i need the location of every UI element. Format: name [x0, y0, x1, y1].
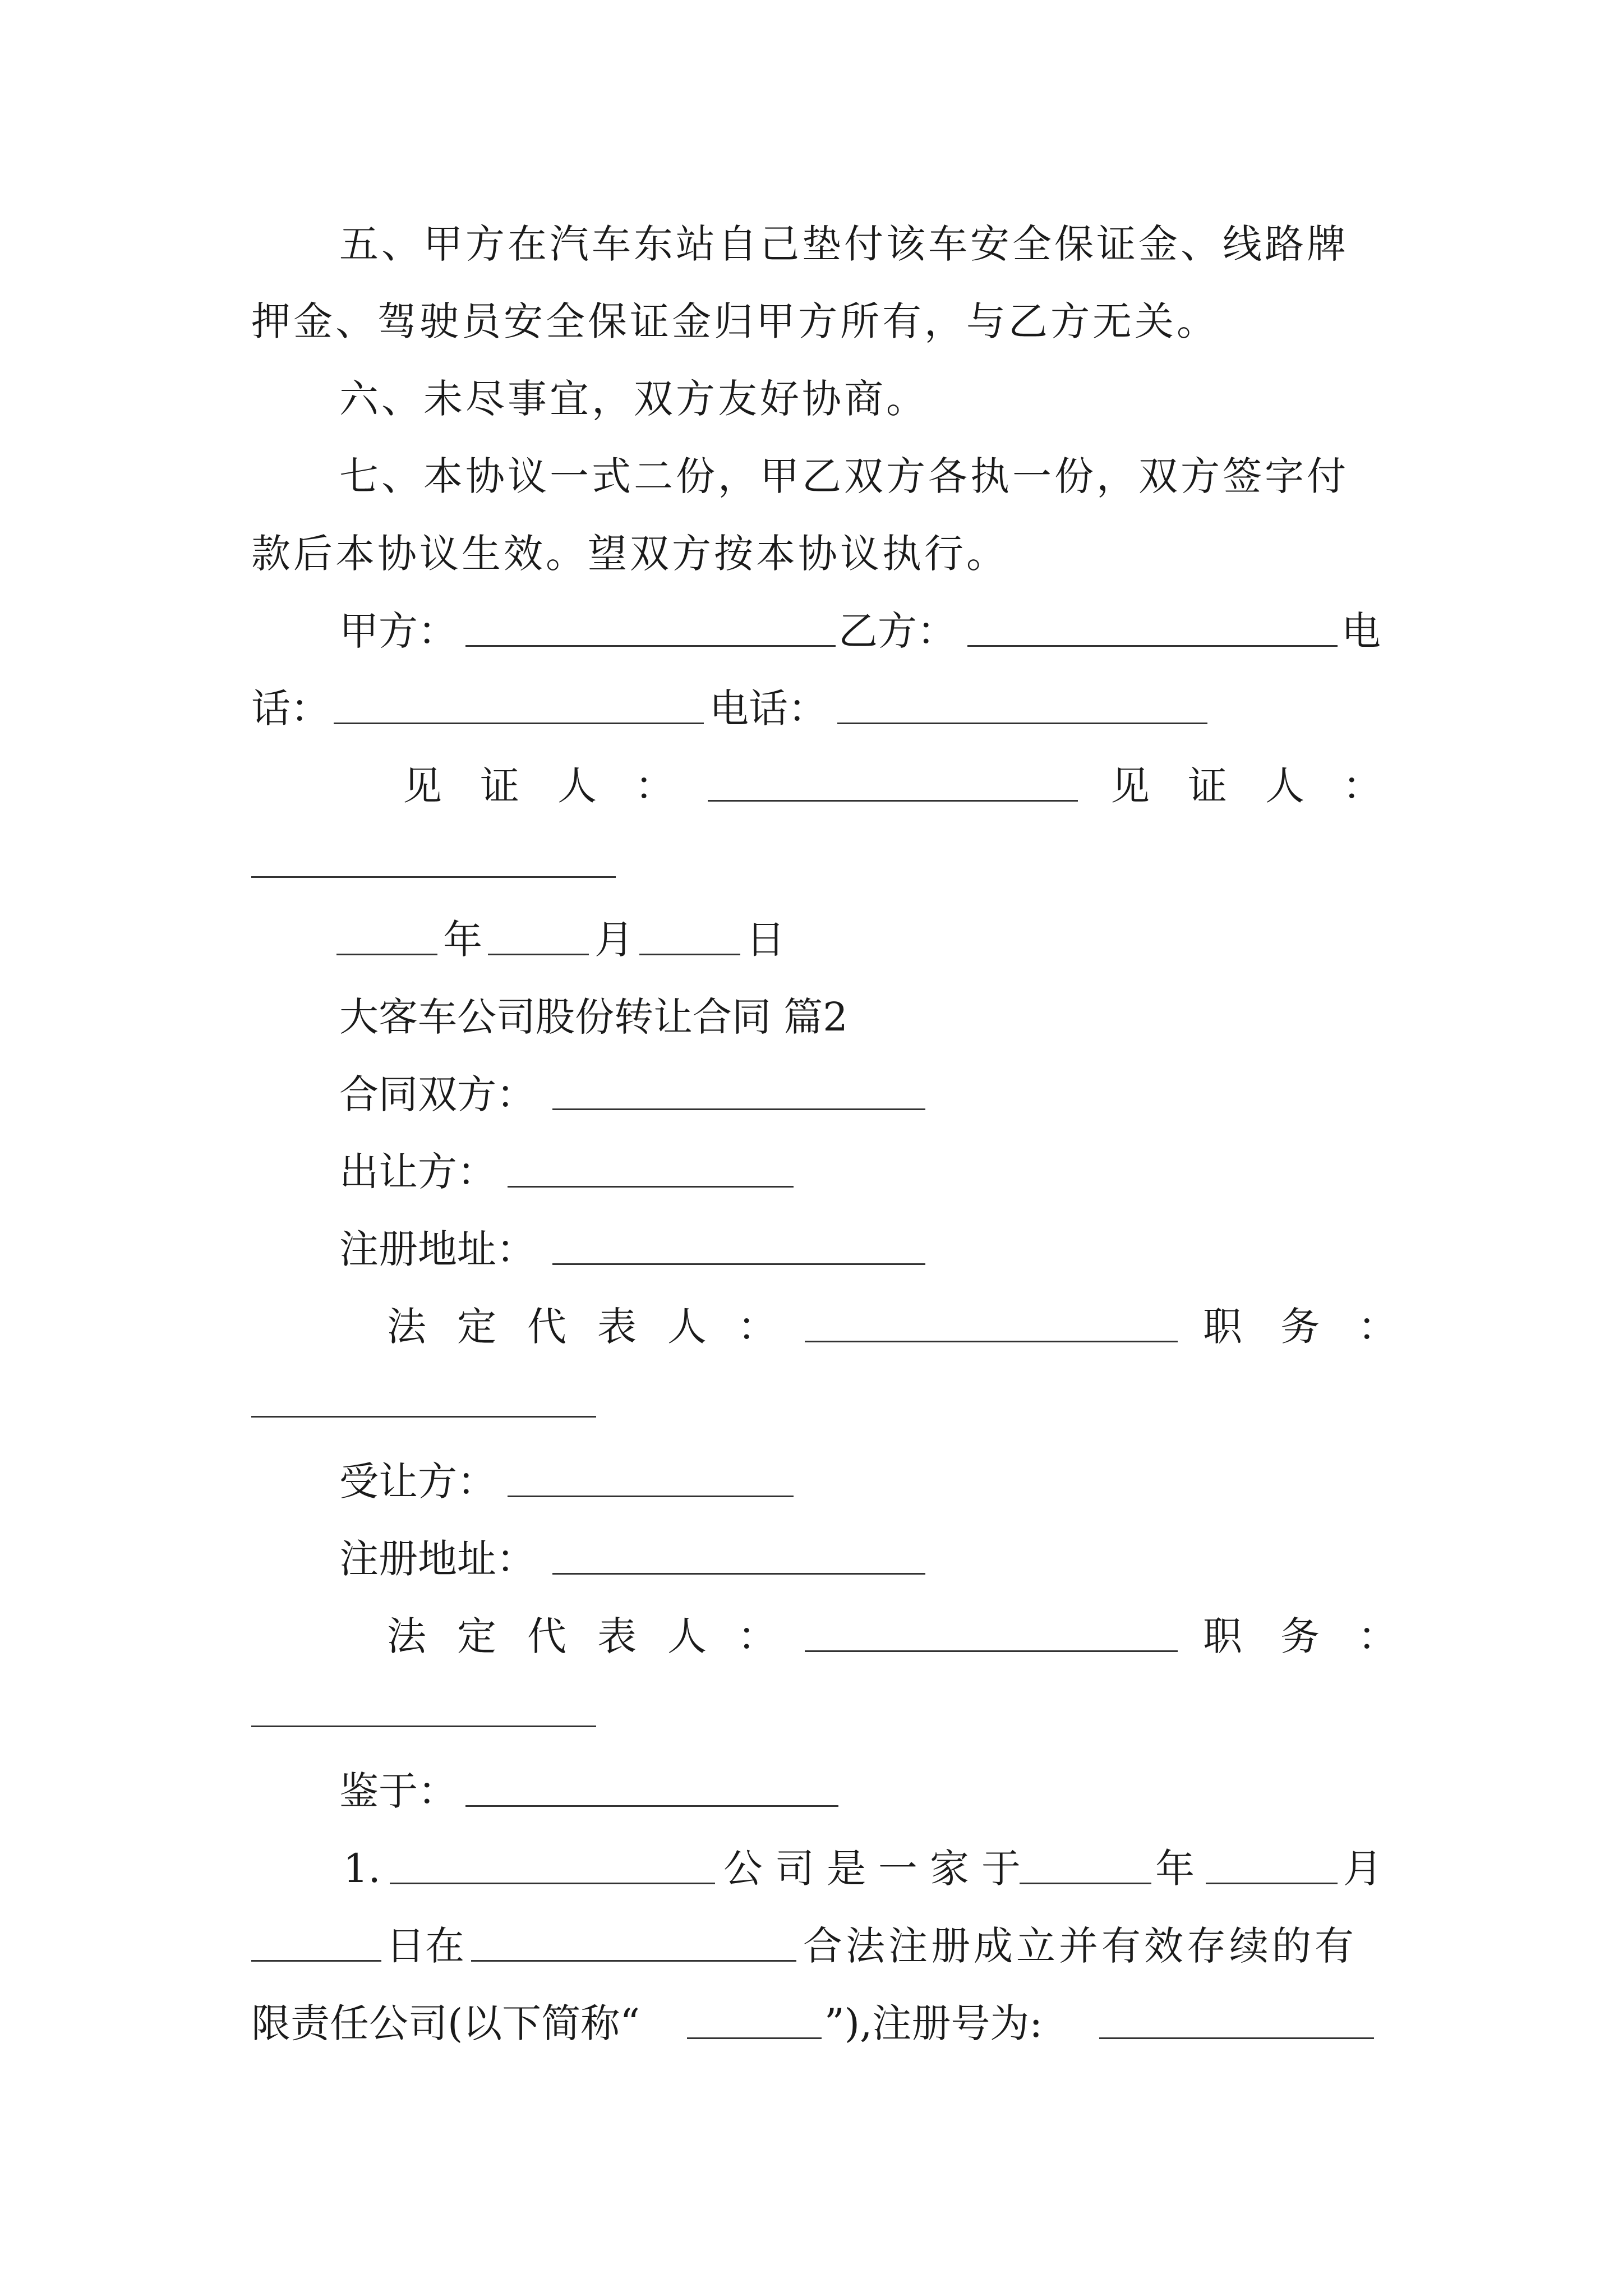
found-day-blank[interactable]	[251, 1960, 381, 1962]
month-label: 月	[594, 917, 634, 963]
party-b-label: 乙方：	[838, 608, 956, 654]
transferor-address-label: 注册地址：	[339, 1226, 536, 1272]
transferor-blank[interactable]	[508, 1186, 794, 1188]
phone-b-label: 电话：	[709, 685, 827, 731]
registration-number-blank[interactable]	[1099, 2037, 1374, 2039]
month-blank[interactable]	[488, 954, 589, 955]
transferee-legal-rep-label: 法定代表人：	[387, 1613, 808, 1659]
witness-a-blank[interactable]	[708, 800, 1078, 802]
transferee-address-blank[interactable]	[552, 1573, 925, 1575]
whereas-blank[interactable]	[465, 1805, 838, 1807]
year-label: 年	[443, 917, 482, 963]
year-blank[interactable]	[336, 954, 437, 955]
transferee-label: 受让方：	[339, 1458, 496, 1504]
witness-a-label: 见证人：	[403, 763, 712, 809]
clause-7-line-2: 款后本协议生效。望双方按本协议执行。	[251, 531, 1008, 577]
transferor-address-blank[interactable]	[552, 1263, 925, 1265]
party-a-blank[interactable]	[465, 645, 836, 647]
item-1-text-d: 限责任公司(以下简称“	[251, 2000, 640, 2046]
item-1-text-e: ”),注册号为:	[824, 2000, 1043, 2046]
day-label: 日	[746, 917, 785, 963]
transferee-position-blank[interactable]	[251, 1726, 596, 1727]
found-month-label: 月	[1343, 1846, 1382, 1892]
party-b-blank[interactable]	[967, 645, 1338, 647]
transferor-position-blank[interactable]	[251, 1416, 596, 1418]
item-1-text-b: 日在	[386, 1923, 464, 1969]
contract-parties-blank[interactable]	[552, 1108, 925, 1110]
found-year-label: 年	[1155, 1846, 1195, 1892]
transferee-address-label: 注册地址：	[339, 1536, 536, 1582]
day-blank[interactable]	[639, 954, 740, 955]
phone-b-blank[interactable]	[837, 723, 1207, 724]
clause-5-line-1: 五、甲方在汽车东站自己垫付该车安全保证金、线路牌	[339, 221, 1349, 267]
item-1-text-c: 合法注册成立并有效存续的有	[803, 1923, 1357, 1969]
clause-7-line-1: 七、本协议一式二份，甲乙双方各执一份，双方签字付	[339, 453, 1349, 499]
register-place-blank[interactable]	[471, 1960, 796, 1962]
item-1-number: 1.	[343, 1846, 381, 1892]
phone-a-blank[interactable]	[334, 723, 704, 724]
transferee-position-label: 职务：	[1203, 1613, 1435, 1659]
transferor-legal-rep-label: 法定代表人：	[387, 1304, 808, 1350]
transferee-blank[interactable]	[508, 1496, 794, 1497]
found-year-blank[interactable]	[1020, 1883, 1151, 1884]
transferor-label: 出让方：	[339, 1149, 496, 1195]
transferor-position-label: 职务：	[1203, 1304, 1435, 1350]
witness-b-blank[interactable]	[251, 876, 616, 878]
contract-parties-label: 合同双方：	[339, 1071, 536, 1117]
transferee-legal-rep-blank[interactable]	[805, 1650, 1178, 1652]
phone-label-part-1: 电	[1341, 608, 1381, 654]
item-1-text-a: 公司是一家于	[723, 1846, 1033, 1892]
whereas-label: 鉴于：	[339, 1768, 457, 1814]
phone-label-part-2: 话：	[251, 685, 330, 731]
company-name-blank[interactable]	[390, 1883, 715, 1884]
clause-5-line-2: 押金、驾驶员安全保证金归甲方所有，与乙方无关。	[251, 298, 1219, 344]
transferor-legal-rep-blank[interactable]	[805, 1341, 1178, 1342]
party-a-label: 甲方：	[339, 608, 457, 654]
found-month-blank[interactable]	[1206, 1883, 1338, 1884]
clause-6: 六、未尽事宜，双方友好协商。	[339, 376, 928, 422]
witness-b-label: 见证人：	[1110, 763, 1420, 809]
short-name-blank[interactable]	[687, 2037, 822, 2039]
section-title: 大客车公司股份转让合同 篇2	[339, 994, 848, 1040]
